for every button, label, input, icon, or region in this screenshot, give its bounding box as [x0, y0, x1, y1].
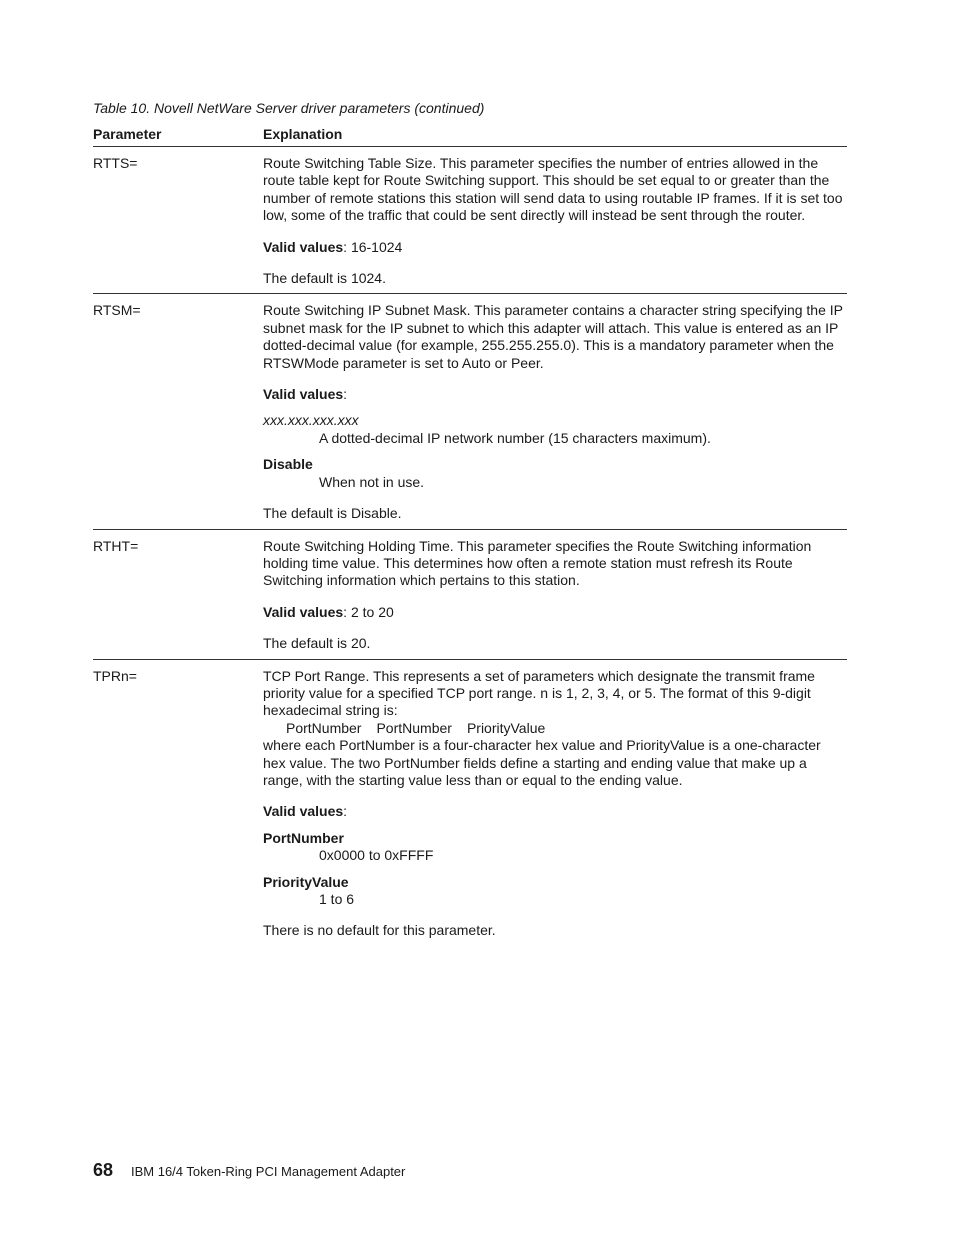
def-term: xxx.xxx.xxx.xxx: [263, 412, 359, 429]
param-name: RTTS=: [93, 155, 138, 171]
page-number: 68: [93, 1160, 114, 1180]
table-row: [93, 147, 847, 293]
param-description: TCP Port Range. This represents a set of parameters which designate the transmit frame priority value for a specified TCP port range. n is 1, 2, 3, 4, or 5. The format of this 9-digit hexadecimal string is:: [263, 667, 815, 719]
parameters-table: [93, 124, 847, 946]
valid-values: Valid values:: [263, 803, 348, 820]
default-value: There is no default for this parameter.: [263, 922, 496, 939]
param-description: Route Switching IP Subnet Mask. This parameter contains a character string specifying the IP subnet mask for the IP subnet to which this adapter will attach. This value is entered as an IP dotted-decimal value (for example, 255.255.255.0). This is a mandatory parameter when the RTSWMode parameter is set to Auto or Peer.: [263, 302, 843, 371]
valid-values: Valid values: 16-1024: [263, 238, 403, 255]
default-value: The default is 1024.: [263, 270, 386, 287]
param-description-continued: where each PortNumber is a four-character hex value and PriorityValue is a one-character hex value. The two PortNumber fields define a starting and ending value that make up a range, with the starting value less than or equal to the ending value.: [263, 737, 821, 788]
def-term: Disable: [263, 456, 313, 473]
header-explanation: Explanation: [263, 126, 343, 142]
page-footer: [93, 1160, 405, 1181]
param-description: Route Switching Holding Time. This parameter specifies the Route Switching information holding time value. This determines how often a remote station must refresh its Route Switching information which pertains to this station.: [263, 537, 812, 589]
format-string: PortNumber PortNumber PriorityValue: [286, 719, 546, 736]
table-row: [93, 660, 847, 946]
table-caption: Table 10. Novell NetWare Server driver parameters (continued): [93, 100, 485, 116]
default-value: The default is 20.: [263, 635, 371, 652]
def-description: 1 to 6: [319, 891, 355, 907]
param-name: TPRn=: [93, 667, 137, 684]
valid-values: Valid values:: [263, 386, 348, 403]
param-description: Route Switching Table Size. This parameter specifies the number of entries allowed in the route table kept for Route Switching support. This should be set equal to or greater than the number of remote stations this station will send data to using routable IP frames. If it is set too low, some of the traffic that could be sent directly will instead be sent through the router.: [263, 155, 843, 224]
param-explanation: [263, 538, 847, 653]
table-header: [93, 124, 847, 146]
def-description: A dotted-decimal IP network number (15 characters maximum).: [319, 429, 711, 446]
param-explanation: [263, 155, 847, 287]
header-parameter: Parameter: [93, 126, 162, 142]
def-term: PortNumber: [263, 829, 344, 846]
valid-values: Valid values: 2 to 20: [263, 603, 394, 620]
table-row: [93, 294, 847, 528]
def-description: When not in use.: [319, 473, 425, 490]
def-term: PriorityValue: [263, 873, 349, 890]
param-explanation: [263, 302, 847, 522]
param-explanation: [263, 668, 847, 940]
def-description: 0x0000 to 0xFFFF: [319, 847, 434, 864]
param-name: RTSM=: [93, 302, 141, 319]
table-row: [93, 530, 847, 659]
param-name: RTHT=: [93, 537, 139, 554]
default-value: The default is Disable.: [263, 505, 402, 522]
footer-title: IBM 16/4 Token-Ring PCI Management Adapter: [131, 1164, 406, 1179]
